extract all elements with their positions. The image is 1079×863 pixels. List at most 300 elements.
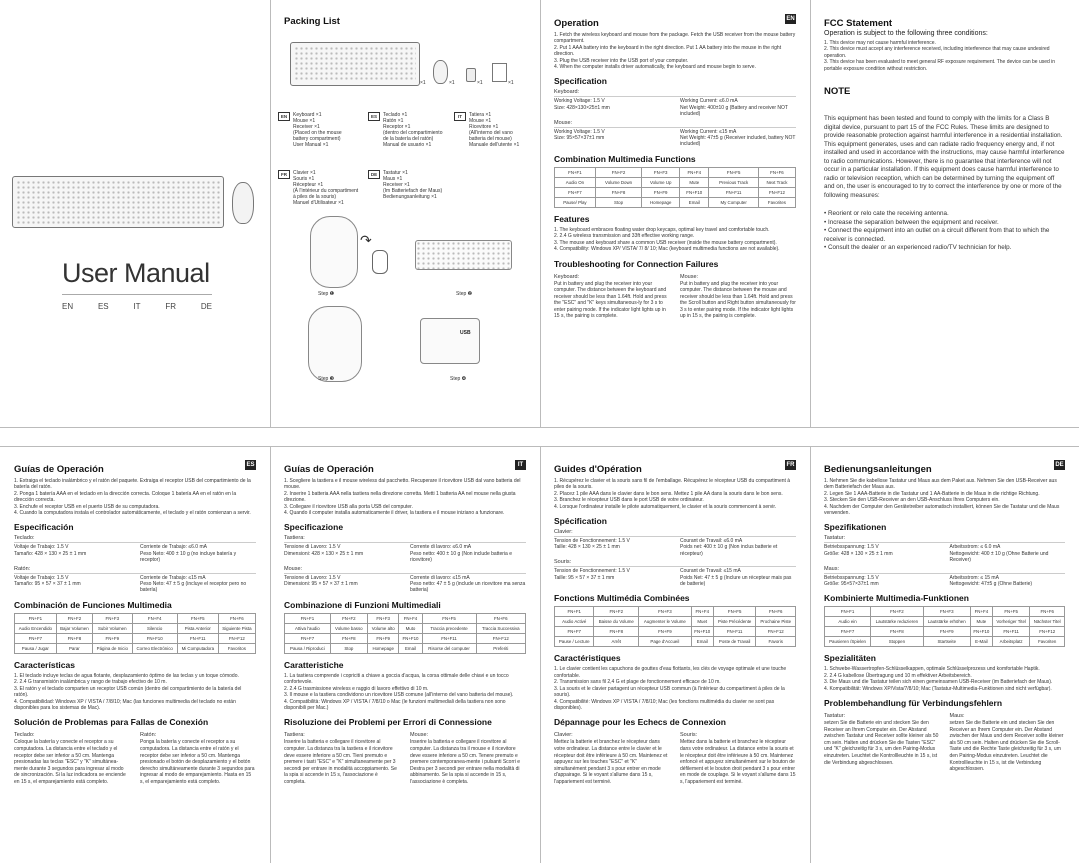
measure-item: • Consult the dealer or an experienced radio/TV technician for help. <box>824 244 1012 252</box>
fn-cell: Attiva l'audio <box>285 623 331 633</box>
trouble-keyboard: Put in battery and plug the receiver into your computer. The distance between the keyboard and receiver should be less than 1.64ft. Hold and press the "ESC" and "K" keys simultaneous-ly for 3 s to enter pairing mode. If the indicator light lights up in 15 s, the pairing is complete. <box>554 280 667 320</box>
fn-cell: FN+F7 <box>555 187 596 197</box>
lang-badge: IT <box>515 460 526 470</box>
fn-cell: FN+F6 <box>476 613 525 623</box>
language-it: IT <box>133 302 141 311</box>
feature-item: 4. Compatibilità: Windows XP / VISTA / 7/8/10 o Mac (le funzioni multimediali della tastiera non sono disponibili per Mac.) <box>284 698 506 711</box>
qty-receiver: ×1 <box>477 80 483 86</box>
fn-cell: FN+F2 <box>594 607 639 617</box>
fn-cell: Subir Volumen <box>93 623 132 633</box>
fn-row <box>825 617 1065 627</box>
fcc-measures <box>824 210 1065 253</box>
spec-mouse: Tension de Fonctionnement: 1.5 V Taille: 95 × 57 × 37 ± 1 mm Courant de Travail: ≤15 mA Poids Net: 47 ± 5 g (Inclure un récepteur mais pas de batterie) <box>554 566 796 587</box>
fn-cell: Poste de Travail <box>713 637 756 647</box>
fn-cell: Página de Inicio <box>93 643 132 653</box>
fn-cell: FN+F3 <box>642 167 680 177</box>
operation-step: 4. Lorsque l'ordinateur installe le pilote automatiquement, le clavier et la souris commencent à servir. <box>554 503 777 510</box>
fn-cell: Augmenter le Volume <box>639 617 692 627</box>
fn-title: Kombinierte Multimedia-Funktionen <box>824 593 969 604</box>
fn-row <box>15 643 256 653</box>
fn-cell: Nächster Titel <box>1030 617 1065 627</box>
fcc-condition: 2. This device must accept any interference received, including interference that may cause undesired operation. <box>824 46 1050 59</box>
fn-row <box>285 643 526 653</box>
fn-cell: FN+F11 <box>992 627 1030 637</box>
fn-row <box>15 613 256 623</box>
feature-item: 1. Le clavier contient les capuchons de gouttes d'eau flottants, les clés de voyage optimale et une touche confortable. <box>554 666 787 679</box>
fn-cell: FN+F7 <box>825 627 871 637</box>
es-panel <box>0 446 270 863</box>
fn-cell: FN+F5 <box>177 613 218 623</box>
fn-cell: FN+F7 <box>15 633 57 643</box>
fn-cell: Homepage <box>367 643 399 653</box>
feature-item: 4. Compatibility: Windows XP/ VISTA/ 7/ 8/ 10; Mac (keyboard multimedia functions are not available). <box>554 246 780 253</box>
fn-cell: Stop <box>595 197 641 207</box>
fn-cell: FN+F7 <box>285 633 331 643</box>
lang-badge: ES <box>246 462 255 468</box>
spec-mouse-label: Ratón: <box>14 565 31 572</box>
fn-cell: Volume basso <box>330 623 367 633</box>
step-2-label: Step ❷ <box>456 291 473 297</box>
spec-mouse-label: Mouse: <box>554 119 573 126</box>
fn-cell: FN+F1 <box>555 167 596 177</box>
fn-cell: FN+F9 <box>93 633 132 643</box>
fn-cell: FN+F10 <box>970 627 992 637</box>
feature-item: 1. El teclado incluye teclas de agua flotante, desplazamiento óptimo de las teclas y un toque cómodo. <box>14 672 239 679</box>
operation-step: 2. Ponga 1 batería AAA en el teclado en la dirección correcta. Coloque 1 batería AA en el ratón en la dirección correcta. <box>14 490 237 504</box>
spec-title: Specificazione <box>284 522 344 533</box>
fn-cell: FN+F12 <box>218 633 255 643</box>
feature-item: 2. Transmission sans fil 2,4 G et plage de fonctionnement efficace de 10 m. <box>554 679 721 686</box>
lang-badge: EN <box>786 16 795 22</box>
manual-illustration <box>492 63 507 82</box>
feature-item: 4. Kompatibilität: Windows XP/Vista/7/8/10; Mac (Tastatur-Multimedia-Funktionen sind nicht verfügbar). <box>824 685 1052 692</box>
feature-item: 1. Schwebe-Wassertropfen-Schlüsselkappen, optimale Schlüsselprozess und komfortable Haptik. <box>824 666 1040 673</box>
fn-cell: FN+F4 <box>691 607 713 617</box>
step-1-label: Step ❶ <box>318 291 335 297</box>
packing-list-es: ES Teclado ×1 Ratón ×1 Receptor ×1 (dentro del compartimiento de la batería del ratón) Manual de usuario ×1 <box>368 112 456 148</box>
measure-item: • Connect the equipment into an outlet on a circuit different from that to which the receiver is connected. <box>824 227 1050 243</box>
operation-title: Guías de Operación <box>284 464 374 475</box>
fcc-subtitle: Operation is subject to the following three conditions: <box>824 30 988 37</box>
operation-title: Bedienungsanleitungen <box>824 464 932 475</box>
fn-cell: FN+F3 <box>923 607 970 617</box>
feature-item: 3. Die Maus und die Tastatur teilen sich einen gemeinsamen USB-Receiver (im Batteriefach der Maus). <box>824 679 1053 686</box>
fn-cell: FN+F2 <box>330 613 367 623</box>
features-title: Caratteristiche <box>284 659 344 670</box>
step1-illustration <box>310 216 358 288</box>
feature-item: 3. El ratón y el teclado comparten un receptor USB común (dentro del compartimiento de la batería del ratón). <box>14 685 242 699</box>
fn-cell: Volume alto <box>367 623 399 633</box>
operation-step: 3. Branchez le récepteur USB dans le port USB de votre ordinateur. <box>554 497 704 504</box>
fn-cell: FN+F9 <box>642 187 680 197</box>
fn-cell: Pista Anterior <box>177 623 218 633</box>
fn-row <box>15 623 256 633</box>
fn-cell: Next Track <box>758 177 795 187</box>
spec-mouse: Voltaje de Trabajo: 1.5 V Tamaño: 95 × 57 × 37 ± 1 mm Corriente de Trabajo: ≤15 mA Peso Neto: 47 ± 5 g (incluye el receptor pero no batería) <box>14 573 256 594</box>
fn-cell: Previous Track <box>709 177 758 187</box>
features-title: Spezialitäten <box>824 653 876 664</box>
language-en: EN <box>62 302 74 311</box>
fn-cell: FN+F12 <box>1030 627 1065 637</box>
spec-mouse-label: Mouse: <box>284 565 303 572</box>
features-title: Caractéristiques <box>554 653 621 664</box>
fn-cell: Favorites <box>758 197 795 207</box>
spec-keyboard-label: Teclado: <box>14 535 35 542</box>
trouble-mouse: Mettez dans la batterie et branchez le récepteur dans votre ordinateur. La distance entre la souris et le récepteur doit être inférieure à 50 cm. Maintenez enfoncé et appuyez simultanément sur le bouton de défilement et le bouton droit pendant 3 s pour entrer en mode de couplage. Si le voyant s'allume dans 15 s, l'appariement est terminé. <box>680 739 796 785</box>
fn-cell: Arrêt <box>594 637 639 647</box>
fn-cell: FN+F4 <box>132 613 177 623</box>
fn-cell: Favoritos <box>218 643 255 653</box>
packing-list-de: DE Tastatur ×1 Maus ×1 Receiver ×1 (Im Batteriefach der Maus) Bedienungsanleitung ×1 <box>368 170 463 200</box>
fn-cell: FN+F5 <box>992 607 1030 617</box>
packing-title: Packing List <box>284 16 340 27</box>
fn-table <box>824 606 1065 647</box>
operation-step: 4. Quando il computer installa automaticamente il driver, la tastiera e il mouse iniziano a funzionare. <box>284 510 505 517</box>
fn-cell: Email <box>399 643 422 653</box>
fn-cell: FN+F5 <box>709 167 758 177</box>
fn-cell: FN+F10 <box>680 187 709 197</box>
fn-cell: FN+F12 <box>476 633 525 643</box>
spec-title: Specification <box>554 76 607 87</box>
fn-cell: Page d'Accueil <box>639 637 692 647</box>
fn-row <box>555 617 796 627</box>
spec-mouse: Working Voltage: 1.5 V Size: 95×57×37±1 mm Working Current: ≤15 mA Net Weight: 47±5 g (Receiver included, battery NOT included) <box>554 128 796 148</box>
fn-cell: Bajar Volumen <box>56 623 92 633</box>
fn-cell: FN+F9 <box>367 633 399 643</box>
fn-cell: FN+F9 <box>923 627 970 637</box>
spec-keyboard: Tensione di Lavoro: 1.5 V Dimensioni: 428 × 130 × 25 ± 1 mm Corrente di lavoro: ≤6.0 mA Peso netto: 400 ± 10 g (Non include batteria e ricevitore) <box>284 542 526 563</box>
fn-cell: FN+F2 <box>595 167 641 177</box>
fcc-title: FCC Statement <box>824 18 893 29</box>
divider <box>0 427 1079 428</box>
receiver-illustration <box>466 68 476 82</box>
fn-cell: FN+F3 <box>639 607 692 617</box>
fcc-panel <box>810 0 1079 427</box>
language-es: ES <box>97 302 109 311</box>
fn-row <box>285 613 526 623</box>
language-fr: FR <box>165 302 177 311</box>
feature-item: 2. 2.4 G trasmissione wireless e raggio di lavoro effettivo di 10 m. <box>284 685 429 692</box>
fcc-condition: 3. This device has been evaluated to meet general RF exposure requirement. The device can be used in portable exposure condition without restriction. <box>824 59 1056 72</box>
cover-panel <box>0 0 270 427</box>
trouble-columns: Tastiera: Inserire la batteria e collegare il ricevitore al computer. La distanza tra la tastiera e il ricevitore deve essere inferiore a 50 cm. Tieni premuto e premere i tasti "ESC" e "K" simultaneamente per 3 secondi per entrare in modalità accoppiamento. Se la spia si accende in 15 s, l'associazione è completa. Mouse: Inserire la batteria e collegare il ricevitore al computer. La distanza tra il mouse e il ricevitore deve essere inferiore a 50 cm. Tenere premuto e premere contemporanea-mente i pulsanti Scorri e Destra per 3 secondi per entrare nella modalità di abbinamento. Se la spia si accende in 15 s, l'associazione è completa. <box>284 730 526 786</box>
it-panel <box>270 446 540 863</box>
spec-mouse: Betriebsspannung: 1.5 V Größe: 95×57×37±1 mm Arbeitsstrom: ≤ 15 mA Nettogewicht: 47±5 g (Ohne Batterie) <box>824 573 1065 588</box>
fn-cell: Preferiti <box>476 643 525 653</box>
fn-cell: Audio On <box>555 177 596 187</box>
operation-step: 4. Cuando la computadora instala el controlador automáticamente, el teclado y el ratón comienzan a servir. <box>14 510 251 517</box>
packing-list-it: IT Tatiera ×1 Mouse ×1 Ricevitore ×1 (All'interno del vano batteria del mouse) Manuale dell'utente ×1 <box>454 112 538 148</box>
fn-cell: Muto <box>399 623 422 633</box>
spec-mouse-label: Souris: <box>554 559 572 566</box>
note-title: NOTE <box>824 86 851 98</box>
language-list <box>62 302 212 311</box>
fn-cell: Mute <box>970 617 992 627</box>
fn-cell: FN+F4 <box>680 167 709 177</box>
trouble-title: Problembehandlung für Verbindungsfehlern <box>824 698 1003 709</box>
packing-list-en: EN Keyboard ×1 Mouse ×1 Receiver ×1 (Placed on the mouse battery compartment) User Manual ×1 <box>278 112 368 148</box>
fn-cell: FN+F7 <box>555 627 594 637</box>
fn-cell: FN+F4 <box>970 607 992 617</box>
fn-cell: FN+F8 <box>871 627 924 637</box>
fn-row <box>285 623 526 633</box>
language-de: DE <box>200 302 212 311</box>
trouble-keyboard: Inserire la batteria e collegare il ricevitore al computer. La distanza tra la tastiera e il ricevitore deve essere inferiore a 50 cm. Tieni premuto e premere i tasti "ESC" e "K" simultaneamente per 3 secondi per entrare in modalità accoppiamento. Se la spia si accende in 15 s, l'associazione è completa. <box>284 739 397 785</box>
operation-step: 3. Plug the USB receiver into the USB port of your computer. <box>554 57 689 64</box>
feature-item: 3. The mouse and keyboard share a common USB receiver (inside the mouse battery compartment). <box>554 239 777 246</box>
fn-cell: FN+F3 <box>93 613 132 623</box>
trouble-mouse: Put in battery and plug the receiver into your computer. The distance between the mouse and receiver should be less than 1.64ft. Hold and press the Scroll button and Right button simultaneously for 3 s to enter pairing mode. If the indicator light lights up in 15 s, the pairing is complete. <box>680 280 796 320</box>
step2-illustration <box>415 240 512 270</box>
operation-title: Guides d'Opération <box>554 464 642 475</box>
operation-title: Operation <box>554 18 599 29</box>
step-4-label: Step ❹ <box>450 376 467 382</box>
trouble-mouse: Ponga la batería y conecte el receptor a su computadora. La distancia entre el ratón y el receptor debe ser inferior a 50 cm. Mantenga presionado el botón de desplazamiento y el botón derecho simultáneamente durante 3 segundos para ingresar al modo de emparejamiento. Hasta en 15 s, el emparejamiento está completo. <box>140 739 255 785</box>
trouble-title: Troubleshooting for Connection Failures <box>554 258 719 269</box>
fn-cell: FN+F11 <box>422 633 476 643</box>
fn-cell: Traccia precedente <box>422 623 476 633</box>
fn-cell: Correo Electrónico <box>132 643 177 653</box>
fn-cell: Risorse del computer <box>422 643 476 653</box>
spec-keyboard-label: Tastatur: <box>824 535 846 542</box>
fn-table <box>554 606 796 647</box>
fn-cell: FN+F5 <box>422 613 476 623</box>
fn-cell: Favoriten <box>1030 637 1065 647</box>
fn-cell: FN+F12 <box>756 627 796 637</box>
keyboard-illustration <box>12 176 224 228</box>
fn-cell: Silencio <box>132 623 177 633</box>
mouse-illustration <box>232 182 254 224</box>
fn-cell: FN+F8 <box>595 187 641 197</box>
features-title: Features <box>554 213 590 224</box>
qty-mouse: ×1 <box>449 80 455 86</box>
trouble-title: Risoluzione dei Problemi per Errori di Connessione <box>284 717 492 728</box>
fn-cell: Baisse du Volume <box>594 617 639 627</box>
trouble-columns: Keyboard: Put in battery and plug the receiver into your computer. The distance between the keyboard and receiver should be less than 1.64ft. Hold and press the "ESC" and "K" keys simultaneous-ly for 3 s to enter pairing mode. If the indicator light lights up in 15 s, the pairing is complete. Mouse: Put in battery and plug the receiver into your computer. The distance between the mouse and receiver should be less than 1.64ft. Hold and press the Scroll button and Right button simultaneously for 3 s to enter pairing mode. If the indicator light lights up in 15 s, the pairing is complete. <box>554 273 796 320</box>
mouse-illustration <box>433 60 448 84</box>
feature-item: 3. Il mouse e la tastiera condividono un ricevitore USB comune (all'interno del vano batteria del mouse). <box>284 692 514 699</box>
fn-row <box>555 187 796 197</box>
de-panel <box>810 446 1079 863</box>
trouble-title: Dépannage pour les Echecs de Connexion <box>554 717 726 728</box>
fn-cell: FN+F2 <box>871 607 924 617</box>
fn-cell: Mute <box>680 177 709 187</box>
trouble-mouse: setzen Sie die Batterie ein und stecken Sie den Receiver an Ihrem Computer ein. Der Abstand zwischen der Maus und dem Receiver sollte kleiner als 50 cm sein. Halten und drücken Sie die Scroll-Taste und die Rechte Taste gleichzeitig für 3 s, um den Pairing-Modus einzutreten. Leuchtet die Kontrollleuchte in 15 s, ist die Verbindung abgeschlossen. <box>949 720 1064 773</box>
lang-badge: FR <box>786 462 795 468</box>
fn-title: Combinación de Funciones Multimedia <box>14 599 172 610</box>
fn-cell: FN+F10 <box>691 627 713 637</box>
fn-cell: Volume Down <box>595 177 641 187</box>
fn-cell: Vorheriger Titel <box>992 617 1030 627</box>
fn-cell: FN+F11 <box>709 187 758 197</box>
fn-cell: Volume Up <box>642 177 680 187</box>
fn-cell: FN+F1 <box>825 607 871 617</box>
fn-cell: Pausieren /Spielen <box>825 637 871 647</box>
fn-cell: Pause/ Play <box>555 197 596 207</box>
fn-row <box>825 607 1065 617</box>
measure-item: • Reorient or relo cate the receiving antenna. <box>824 210 949 218</box>
hand-icon <box>372 250 388 274</box>
fn-cell: E-Mail <box>970 637 992 647</box>
operation-step: 2. Inserire 1 batteria AAA nella tastiera nella direzione corretta. Metti 1 batteria AA nel mouse nella giusta direzione. <box>284 490 516 504</box>
operation-step: 1. Récupérez le clavier et la souris sans fil de l'emballage. Récupérez le récepteur USB du compartiment à piles de la souris. <box>554 478 791 491</box>
spec-title: Spécification <box>554 516 607 527</box>
feature-item: 4. Compatibilité: Windows XP / VISTA / 7/8/10; Mac (les fonctions multimédia du clavier ne sont pas disponibles). <box>554 698 775 711</box>
fn-table <box>284 613 526 654</box>
fn-row <box>555 167 796 177</box>
fn-cell: FN+F1 <box>555 607 594 617</box>
fn-table <box>14 613 256 654</box>
lang-badge: DE <box>1055 462 1064 468</box>
fn-cell: FN+F1 <box>15 613 57 623</box>
fn-cell: Parar <box>56 643 92 653</box>
en-panel <box>540 0 810 427</box>
fn-cell: Lautstärke erhöhen <box>923 617 970 627</box>
spec-keyboard: Betriebsspannung: 1.5 V Größe: 428 × 130 × 25 ± 1 mm Arbeitsstrom: ≤ 6.0 mA Nettogewicht: 400 ± 10 g (Ohne Batterie und Receiver) <box>824 542 1065 563</box>
step3-illustration <box>308 306 362 382</box>
fn-cell: FN+F1 <box>285 613 331 623</box>
fn-cell: FN+F11 <box>713 627 756 637</box>
operation-step: 1. Nehmen Sie die kabellose Tastatur und Maus aus dem Paket aus. Nehmen Sie den USB-Receiver aus dem Batteriefach der Maus aus. <box>824 478 1057 491</box>
fn-cell: FN+F6 <box>756 607 796 617</box>
fn-cell: Traccia Successiva <box>476 623 525 633</box>
spec-keyboard: Voltaje de Trabajo: 1.5 V Tamaño: 428 × 130 × 25 ± 1 mm Corriente de Trabajo: ≤6.0 mA Peso Neto: 400 ± 10 g (no incluye batería y receptor) <box>14 542 256 563</box>
trouble-keyboard: setzen Sie die Batterie ein und stecken Sie den Receiver an Ihrem Computer ein. Der Abstand zwischen Tastatur und Receiver sollte kleiner als 50 cm sein. Halten und drücken Sie die Tasten "ESC" und "K" gleichzeitig für 3 s, um den Pairing-Modus einzutreten. Leuchtet die Kontrollleuchte in 15 s, ist die Verbindung abgeschlossen. <box>824 720 939 766</box>
feature-item: 1. The keyboard embraces floating water drop keycaps, optimal key travel and comfortable touch. <box>554 226 770 233</box>
operation-step: 4. When the computer installs driver automatically, the keyboard and mouse begin to serve. <box>554 64 756 71</box>
fn-cell: Lautstärke reduzieren <box>871 617 924 627</box>
title-rule <box>62 294 212 295</box>
trouble-keyboard: Coloque la batería y conecte el receptor a su computadora. La distancia entre el teclado y el receptor debe ser inferior a 50 cm. Mantenga presionadas las teclas "ESC" y "K" simultánea-mente durante 3 segundos para ingresar al modo de sincronización. Si la luz indicadora se enciende en 15 s, el emparejamiento está completo. <box>14 739 126 785</box>
fn-cell: FN+F10 <box>399 633 422 643</box>
fn-cell: Siguiente Pista <box>218 623 255 633</box>
packing-list-fr: FR Clavier ×1 Souris ×1 Récepteur ×1 (À l'intérieur du compartiment à piles de la souris) Manuel d'Utilisateur ×1 <box>278 170 373 206</box>
trouble-mouse: Inserire la batteria e collegare il ricevitore al computer. La distanza tra il mouse e il ricevitore deve essere inferiore a 50 cm. Tenere premuto e premere contemporanea-mente i pulsanti Scorri e Destra per 3 secondi per entrare nella modalità di abbinamento. Se la spia si accende in 15 s, l'associazione è completa. <box>410 739 521 785</box>
fn-cell: FN+F12 <box>758 187 795 197</box>
fn-row <box>555 177 796 187</box>
fn-cell: Startseite <box>923 637 970 647</box>
keyboard-illustration <box>290 42 420 86</box>
fn-cell: FN+F6 <box>218 613 255 623</box>
fn-cell: Prochaine Piste <box>756 617 796 627</box>
fn-cell: FN+F10 <box>132 633 177 643</box>
trouble-columns: Clavier: Mettez la batterie et branchez le récepteur dans votre ordinateur. La distance entre le clavier et le récepteur doit être inférieure à 50 cm. Maintenez et appuyez sur les touches "ESC" et "K" simultanément pendant 3 s pour entrer en mode d'appairage. Si le voyant s'allume dans 15 s, l'appariement est terminé. Souris: Mettez dans la batterie et branchez le récepteur dans votre ordinateur. La distance entre la souris et le récepteur doit être inférieure à 50 cm. Maintenez enfoncé et appuyez simultanément sur le bouton de défilement et le bouton droit pendant 3 s pour entrer en mode de couplage. Si le voyant s'allume dans 15 s, l'appariement est terminé. <box>554 732 796 785</box>
fn-cell: FN+F11 <box>177 633 218 643</box>
note-text: This equipment has been tested and found to comply with the limits for a Class B digital device, pursuant to part 15 of the FCC Rules. These limits are designed to provide reasonable protection against harmful interference in a residential installation. This equipment generates, uses and can radiate radio frequency energy and, if not installed and used in accordance with the instructions, may cause harmful interference to radio communications. However, there is no guarantee that interference will not occur in a particular installation. If this equipment does cause harmful interference to radio or television reception, which can be determined by turning the equipment off and on, the user is encouraged to try to correct the interference by one or more of the following measures: <box>824 115 1065 199</box>
fn-cell: Mi Computadora <box>177 643 218 653</box>
fn-title: Combination Multimedia Functions <box>554 153 696 164</box>
fn-cell: Audio ein <box>825 617 871 627</box>
fn-cell: Piste Précédente <box>713 617 756 627</box>
fn-cell: Email <box>680 197 709 207</box>
fn-table <box>554 167 796 208</box>
operation-step: 3. Collegare il ricevitore USB alla porta USB del computer. <box>284 503 413 510</box>
fn-cell: Homepage <box>642 197 680 207</box>
fn-title: Combinazione di Funzioni Multimediali <box>284 599 441 610</box>
spec-keyboard: Working Voltage: 1.5 V Size: 428×130×25±1 mm Working Current: ≤6.0 mA Net Weight: 400±10 g (Battery and receiver NOT included) <box>554 96 796 117</box>
fn-cell: FN+F3 <box>367 613 399 623</box>
fn-cell: FN+F6 <box>1030 607 1065 617</box>
fn-row <box>555 197 796 207</box>
spec-mouse: Tensione di Lavoro: 1.5 V Dimensioni: 95 × 57 × 37 ± 1 mm Corrente di lavoro: ≤15 mA Peso netto: 47 ± 5 g (include un ricevitore ma senza batteria) <box>284 574 526 594</box>
fn-row <box>555 627 796 637</box>
fn-cell: Pausa / Jugar <box>15 643 57 653</box>
fn-row <box>555 637 796 647</box>
operation-step: 3. Stecken Sie den USB-Receiver an den USB-Anschluss Ihres Computers ein. <box>824 497 1000 504</box>
fn-cell: Arbeitsplatz <box>992 637 1030 647</box>
usb-label: USB <box>460 330 471 336</box>
operation-step: 2. Placez 1 pile AAA dans le clavier dans le bon sens. Mettez 1 pile AA dans la souris dans le bon sens. <box>554 490 783 497</box>
fn-cell: Pause / Lecture <box>555 637 594 647</box>
fn-cell: Stop <box>330 643 367 653</box>
packing-panel <box>270 0 540 427</box>
spec-keyboard-label: Keyboard: <box>554 89 580 96</box>
fn-cell: FN+F6 <box>758 167 795 177</box>
feature-item: 1. La tastiera comprende i copriciti a chiave a goccia d'acqua, la corsa ottimale delle chiavi e un tocco confortevole. <box>284 672 509 686</box>
operation-step: 2. Legen Sie 1 AAA-Batterie in die Tastatur und 1 AA-Batterie in die Maus in die richtige Richtung. <box>824 490 1040 497</box>
trouble-title: Solución de Problemas para Fallas de Conexión <box>14 717 209 728</box>
feature-item: 2. 2.4 G wireless transmission and 33ft effective working range. <box>554 233 695 240</box>
operation-step: 4. Nachdem der Computer den Gerätetreiber automatisch installiert, können Sie die Tastatur und die Maus verwenden. <box>824 503 1060 517</box>
spec-keyboard: Tension de Fonctionnement: 1.5 V Taille: 428 × 130 × 25 ± 1 mm Courant de Travail: ≤6.0 mA Poids net: 400 ± 10 g (Non inclus batterie et récepteur) <box>554 536 796 557</box>
fn-cell: Stoppen <box>871 637 924 647</box>
fn-cell: FN+F9 <box>639 627 692 637</box>
fn-title: Fonctions Multimédia Combinées <box>554 593 690 604</box>
manual-title: User Manual <box>62 258 210 288</box>
fn-cell: Muet <box>691 617 713 627</box>
operation-title: Guías de Operación <box>14 464 104 475</box>
arrow-icon: ↷ <box>360 232 372 248</box>
step-3-label: Step ❸ <box>318 376 335 382</box>
fn-cell: Pausa / Riproduci <box>285 643 331 653</box>
operation-step: 3. Enchufe el receptor USB en el puerto USB de su computadora. <box>14 503 160 510</box>
feature-item: 4. Compatibilidad: Windows XP / VISTA / 7/8/10; Mac (las funciones multimedia del teclado no están disponibles para los sistemas de Mac). <box>14 698 236 711</box>
fn-cell: FN+F5 <box>713 607 756 617</box>
operation-step: 2. Put 1 AAA battery into the keyboard in the right direction. Put 1 AA battery into the mouse in the right direction. <box>554 44 782 58</box>
feature-item: 3. La souris et le clavier partagent un récepteur USB commun (à l'intérieur du compartiment à piles de la souris). <box>554 685 785 699</box>
qty-manual: ×1 <box>508 80 514 86</box>
fn-row <box>285 633 526 643</box>
fn-cell: Favoris <box>756 637 796 647</box>
fn-cell: My Computer <box>709 197 758 207</box>
fn-cell: Email <box>691 637 713 647</box>
fn-cell: FN+F8 <box>594 627 639 637</box>
qty-keyboard: ×1 <box>420 80 426 86</box>
fn-cell: FN+F8 <box>56 633 92 643</box>
fn-cell: FN+F2 <box>56 613 92 623</box>
feature-item: 2. 2.4 G transmisión inalámbrica y rango de trabajo efectivo de 10 m. <box>14 679 167 686</box>
fcc-condition: 1. This device may not cause harmful interference. <box>824 40 936 46</box>
spec-title: Especificación <box>14 522 74 533</box>
spec-title: Spezifikationen <box>824 522 887 533</box>
spec-keyboard-label: Clavier: <box>554 529 573 536</box>
fn-row <box>825 637 1065 647</box>
fn-row <box>825 627 1065 637</box>
features-title: Características <box>14 659 75 670</box>
trouble-columns: Teclado: Coloque la batería y conecte el receptor a su computadora. La distancia entre el teclado y el receptor debe ser inferior a 50 cm. Mantenga presionadas las teclas "ESC" y "K" simultánea-mente durante 3 segundos para ingresar al modo de sincronización. Si la luz indicadora se enciende en 15 s, el emparejamiento está completo. Ratón: Ponga la batería y conecte el receptor a su computadora. La distancia entre el ratón y el receptor debe ser inferior a 50 cm. Mantenga presionado el botón de desplazamiento y el botón derecho simultáneamente durante 3 segundos para ingresar al modo de emparejamiento. Hasta en 15 s, el emparejamiento está completo. <box>14 732 255 785</box>
operation-step: 1. Scegliere la tastiera e il mouse wireless dal pacchetto. Recuperare il ricevitore USB dal vano batteria del mouse. <box>284 478 521 491</box>
operation-step: 1. Fetch the wireless keyboard and mouse from the package. Fetch the USB receiver from the mouse battery compartment. <box>554 32 796 45</box>
fr-panel <box>540 446 810 863</box>
measure-item: • Increase the separation between the equipment and receiver. <box>824 218 999 226</box>
step4-illustration <box>420 318 480 364</box>
operation-step: 1. Extraiga el teclado inalámbrico y el ratón del paquete. Extraiga el receptor USB del compartimiento de la batería del ratón. <box>14 478 251 491</box>
spec-keyboard-label: Tastiera: <box>284 535 305 542</box>
trouble-columns: Tastatur: setzen Sie die Batterie ein und stecken Sie den Receiver an Ihrem Computer ein. Der Abstand zwischen Tastatur und Receiver sollte kleiner als 50 cm sein. Halten und drücken Sie die Tasten "ESC" und "K" gleichzeitig für 3 s, um den Pairing-Modus einzutreten. Leuchtet die Kontrollleuchte in 15 s, ist die Verbindung abgeschlossen. Maus: setzen Sie die Batterie ein und stecken Sie den Receiver an Ihrem Computer ein. Der Abstand zwischen der Maus und dem Receiver sollte kleiner als 50 cm sein. Halten und drücken Sie die Scroll-Taste und die Rechte Taste gleichzeitig für 3 s, um den Pairing-Modus einzutreten. Leuchtet die Kontrollleuchte in 15 s, ist die Verbindung abgeschlossen. <box>824 713 1064 773</box>
feature-item: 2. 2.4 G kabellose Übertragung und 10 m effektiver Arbeitsbereich. <box>824 672 972 679</box>
fn-row <box>555 607 796 617</box>
fn-cell: Audio Encendido <box>15 623 57 633</box>
